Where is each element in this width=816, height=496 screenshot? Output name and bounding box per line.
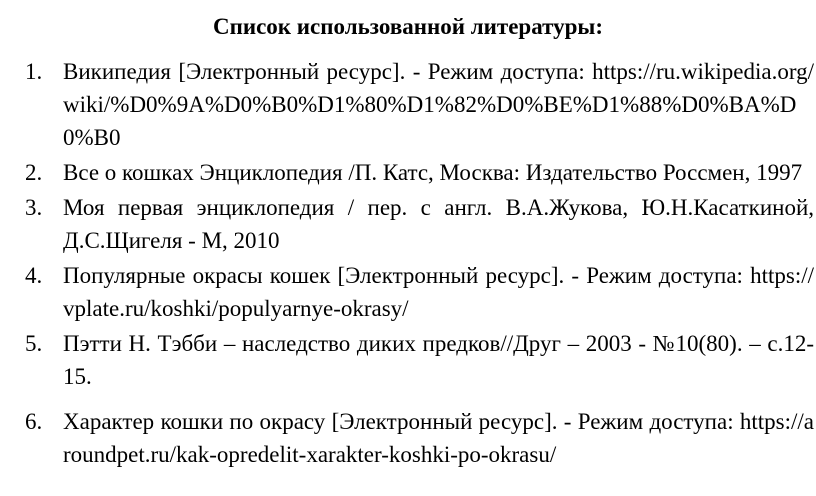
page-title: Список использованной литературы: (212, 14, 604, 39)
reference-url[interactable]: https://aroundpet.ru/kak-opredelit-xarakter-koshki-po-okrasu/ (63, 409, 815, 467)
reference-number: 3. (25, 195, 43, 220)
reference-body (63, 55, 814, 154)
reference-item-6 (0, 405, 816, 471)
reference-list (0, 55, 816, 473)
reference-body (63, 327, 814, 393)
reference-text: Характер кошки по окрасу [Электронный ресурс]. - Режим доступа: (63, 409, 734, 434)
reference-url[interactable]: https://ru.wikipedia.org/wiki/%D0%9A%D0%B0%D1%80%D1%82%D0%BE%D1%88%D0%BA%D0%B0 (63, 59, 815, 150)
reference-text: Моя первая энциклопедия / пер. с англ. В.А.Жукова, Ю.Н.Касаткиной, Д.С.Щигеля - М, 2010 (63, 195, 814, 253)
reference-number: 2. (25, 160, 43, 185)
reference-text: Все о кошках Энциклопедия /П. Катс, Москва: Издательство Россмен, 1997 (63, 160, 803, 185)
reference-url[interactable]: https://vplate.ru/koshki/populyarnye-okrasy/ (63, 263, 814, 321)
reference-item-4 (0, 259, 816, 325)
reference-number: 6. (25, 409, 43, 434)
reference-number: 5. (25, 331, 43, 356)
reference-text: Пэтти Н. Тэбби – наследство диких предков//Друг – 2003 - №10(80). – с.12-15. (63, 331, 814, 389)
reference-text: Википедия [Электронный ресурс]. - Режим доступа: (63, 59, 585, 84)
reference-item-2 (0, 156, 816, 189)
reference-item-1 (0, 55, 816, 154)
reference-body (63, 405, 814, 471)
reference-item-3 (0, 191, 816, 257)
reference-body (63, 191, 814, 257)
reference-body (63, 156, 814, 189)
reference-item-5 (0, 327, 816, 393)
reference-text: Популярные окрасы кошек [Электронный ресурс]. - Режим доступа: (63, 263, 743, 288)
reference-body (63, 259, 814, 325)
reference-number: 4. (25, 263, 43, 288)
reference-number: 1. (25, 59, 43, 84)
